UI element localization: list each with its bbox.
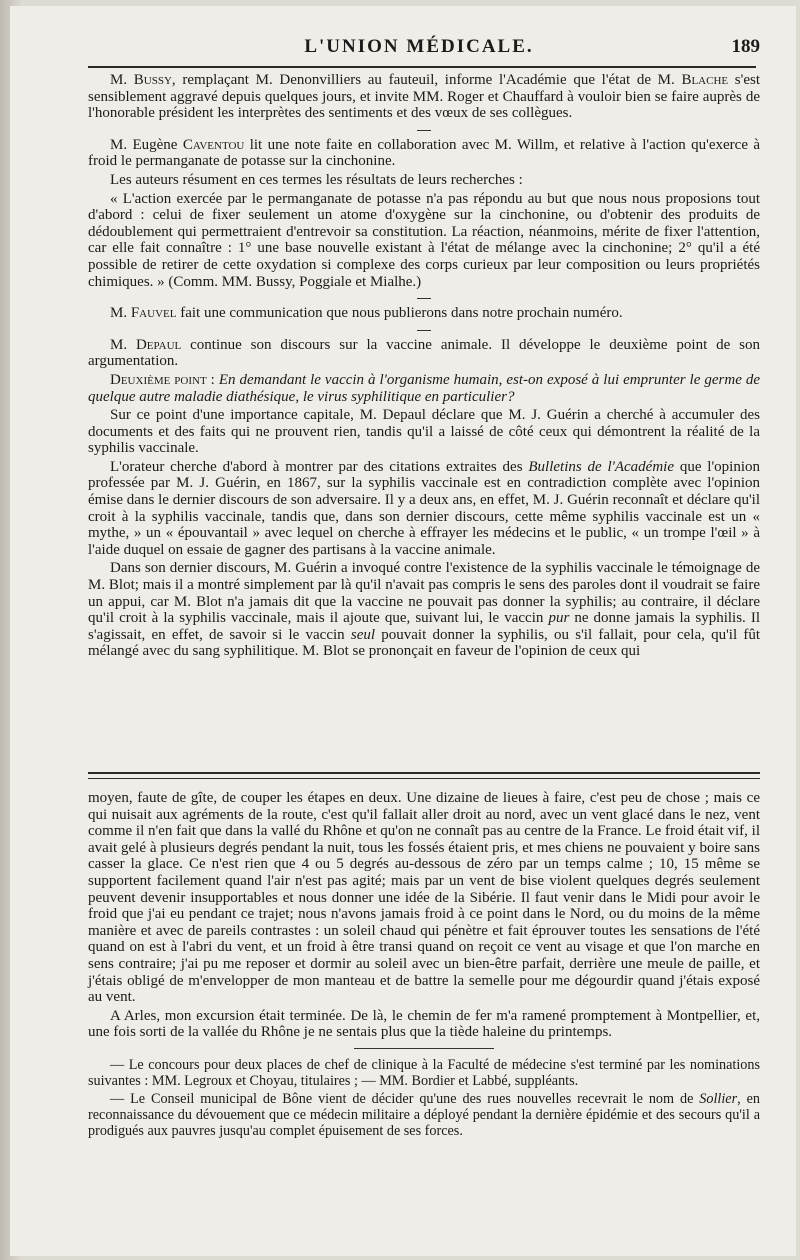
cited-source: Bulletins de l'Académie bbox=[528, 458, 674, 475]
news-item-bone: — Le Conseil municipal de Bône vient de décider qu'une des rues nouvelles recevrait le nom de Sollier, en reconnaissance du dévouement que ce médecin militaire a déployé pendant la dernière épidémie et des secours qu'il a prodigués aux pauvres jusqu'au complet épuisement de ses forces. bbox=[88, 1090, 760, 1139]
section-question: En demandant le vaccin à l'organisme humain, est-on exposé à lui emprunter le germe de quelque autre maladie diathésique, le virus syphilitique en particulier? bbox=[88, 371, 760, 405]
person-name: Sollier bbox=[699, 1090, 738, 1107]
speaker-name: M. Bussy, bbox=[110, 72, 176, 88]
paragraph-arles: A Arles, mon excursion était terminée. De là, le chemin de fer m'a ramené promptement à Montpellier, et, une fois sorti de la vallée du Rhône je ne sentais plus que la tiède haleine du printemps. bbox=[88, 1007, 760, 1041]
header-rule bbox=[88, 66, 756, 68]
feuilleton-divider bbox=[88, 772, 760, 779]
paragraph-summary-intro: Les auteurs résument en ces termes les résultats de leurs recherches : bbox=[110, 171, 523, 188]
speaker-name: Depaul bbox=[135, 336, 182, 353]
section-label: Deuxième point : bbox=[110, 371, 215, 388]
speaker-name: Fauvel bbox=[130, 305, 177, 322]
person-name: Blache bbox=[681, 72, 729, 88]
proceedings-column bbox=[88, 72, 760, 662]
emphasis-pur: pur bbox=[548, 610, 570, 627]
separator-dash bbox=[417, 330, 431, 331]
paragraph-depaul: M. Depaul continue son discours sur la vaccine animale. Il développe le deuxième point de son argumentation. bbox=[88, 336, 760, 370]
separator-dash bbox=[417, 298, 431, 299]
page-number: 189 bbox=[731, 36, 760, 57]
paragraph-travel: moyen, faute de gîte, de couper les étapes en deux. Une dizaine de lieues à faire, c'est peu de chose ; mais ce qui nuisait aux agréments de la route, c'est qu'il fallait aller droit au nord, avec un vent glacé dans le nez, vent comme il n'en fait que dans la vallé du Rhône et qu'on ne connaît pas au centre de la France. Le froid était vif, il avait gelé à plusieurs degrés pendant la nuit, tous les fossés étaient pris, et mes chiens ne pouvaient y boire sans casser la glace. Ce n'est rien que 4 ou 5 degrés au-dessous de zéro par un temps calme ; 10, 15 même se supportent facilement quand l'air n'est pas agité; mais par un vent de bise violent quelques degrés seulement peuvent devenir insupportables et nous donner une idée de la Sibérie. Il faut venir dans le Midi pour avoir le froid que j'ai eu pendant ce trajet; nous n'avons jamais froid à ce point dans le Nord, ou du moins de la même manière et avec de pareils contrastes : un soleil chaud qui pénètre et fait éprouver toutes les sensations de l'été quand on est à l'abri du vent, et un froid à être transi quand on reçoit ce vent au visage et que l'on marche en sens contraire; j'ai pu me reposer et dormir au soleil avec un bien-être parfait, derrière une meule de paille, et j'étais obligé de m'envelopper de mon manteau et de battre la semelle pour me dégourdir quand j'étais exposé au vent. bbox=[88, 790, 760, 1006]
separator-dash bbox=[417, 130, 431, 131]
page-header bbox=[78, 36, 760, 64]
paragraph-fauvel: M. Fauvel fait une communication que nous publierons dans notre prochain numéro. bbox=[110, 305, 623, 322]
paragraph-blot: Dans son dernier discours, M. Guérin a invoqué contre l'existence de la syphilis vaccinale le témoignage de M. Blot; mais il a montré simplement par là qu'il n'avait pas compris le sens des paroles dont il voudrait se faire un appui, car M. Blot n'a jamais dit que la vaccine ne pouvait pas donner la syphilis; au contraire, il déclare qu'il croit à la syphilis vaccinale, mais il ajoute que, suivant lui, le vaccin pur ne donne jamais la syphilis. Il s'agissait, en effet, de savoir si le vaccin seul pouvait donner la syphilis, ou s'il fallait, pour cela, qu'il fût mélangé avec du sang syphilitique. M. Blot se prononçait en faveur de l'opinion de ceux qui bbox=[88, 560, 760, 660]
paragraph-bussy: M. Bussy, remplaçant M. Denonvilliers au fauteuil, informe l'Académie que l'état de M. Blache s'est sensiblement aggravé depuis quelques jours, et invite MM. Roger et Chauffard à vouloir bien se faire auprès de l'honorable président les interprètes des sentiments et des vœux de ses collègues. bbox=[88, 72, 761, 122]
emphasis-seul: seul bbox=[350, 626, 376, 643]
paragraph-citations: L'orateur cherche d'abord à montrer par des citations extraites des Bulletins de l'Académie que l'opinion professée par M. J. Guérin, en 1867, sur la syphilis vaccinale est en contradiction complète avec l'opinion émise dans le dernier discours de son adversaire. Il y a deux ans, en effet, M. J. Guérin reconnaît et déclare qu'il croit à la syphilis vaccinale, tandis que, dans son dernier discours, cette même syphilis vaccinale est un « mythe, » un « épouvantail » avec lequel on cherche à effrayer les médecins et le public, « un trompe l'œil » à l'aide duquel on essaie de gagner des partisans à la vaccine animale. bbox=[88, 458, 760, 558]
paragraph-caventou: M. Eugène Caventou lit une note faite en collaboration avec M. Willm, et relative à l'action qu'exerce à froid le permanganate de potasse sur la cinchonine. bbox=[88, 136, 761, 170]
running-title: L'UNION MÉDICALE. bbox=[304, 36, 534, 57]
paragraph-second-point bbox=[88, 372, 760, 405]
news-item-concours: — Le concours pour deux places de chef de clinique à la Faculté de médecine s'est terminé par les nominations suivantes : MM. Legroux et Choyau, titulaires ; — MM. Bordier et Labbé, suppléants. bbox=[88, 1056, 760, 1089]
feuilleton-column bbox=[88, 790, 760, 1141]
paragraph-importance: Sur ce point d'une importance capitale, M. Depaul déclare que M. J. Guérin a cherché à accumuler des documents et des faits qui ne prouvent rien, tandis qu'il a laissé de côté ceux qui démontrent la réalité de la syphilis vaccinale. bbox=[88, 407, 760, 457]
section-rule bbox=[354, 1048, 494, 1049]
paragraph-quote: « L'action exercée par le permanganate de potasse n'a pas répondu au but que nous nous proposions tout d'abord : celui de fixer seulement un atome d'oxygène sur la cinchonine, ou d'obtenir des produits de dédoublement qui permettraient d'entrevoir sa constitution. La réaction, néanmoins, mérite de fixer l'attention, car elle fait connaître : 1° une base nouvelle existant à l'état de mélange avec la cinchonine; 2° qu'il a été possible de retirer de cette oxydation si complexe des corps curieux par leur composition ou leurs propriétés chimiques. » (Comm. MM. Bussy, Poggiale et Mialhe.) bbox=[88, 190, 760, 290]
speaker-name: Caventou bbox=[182, 136, 245, 153]
